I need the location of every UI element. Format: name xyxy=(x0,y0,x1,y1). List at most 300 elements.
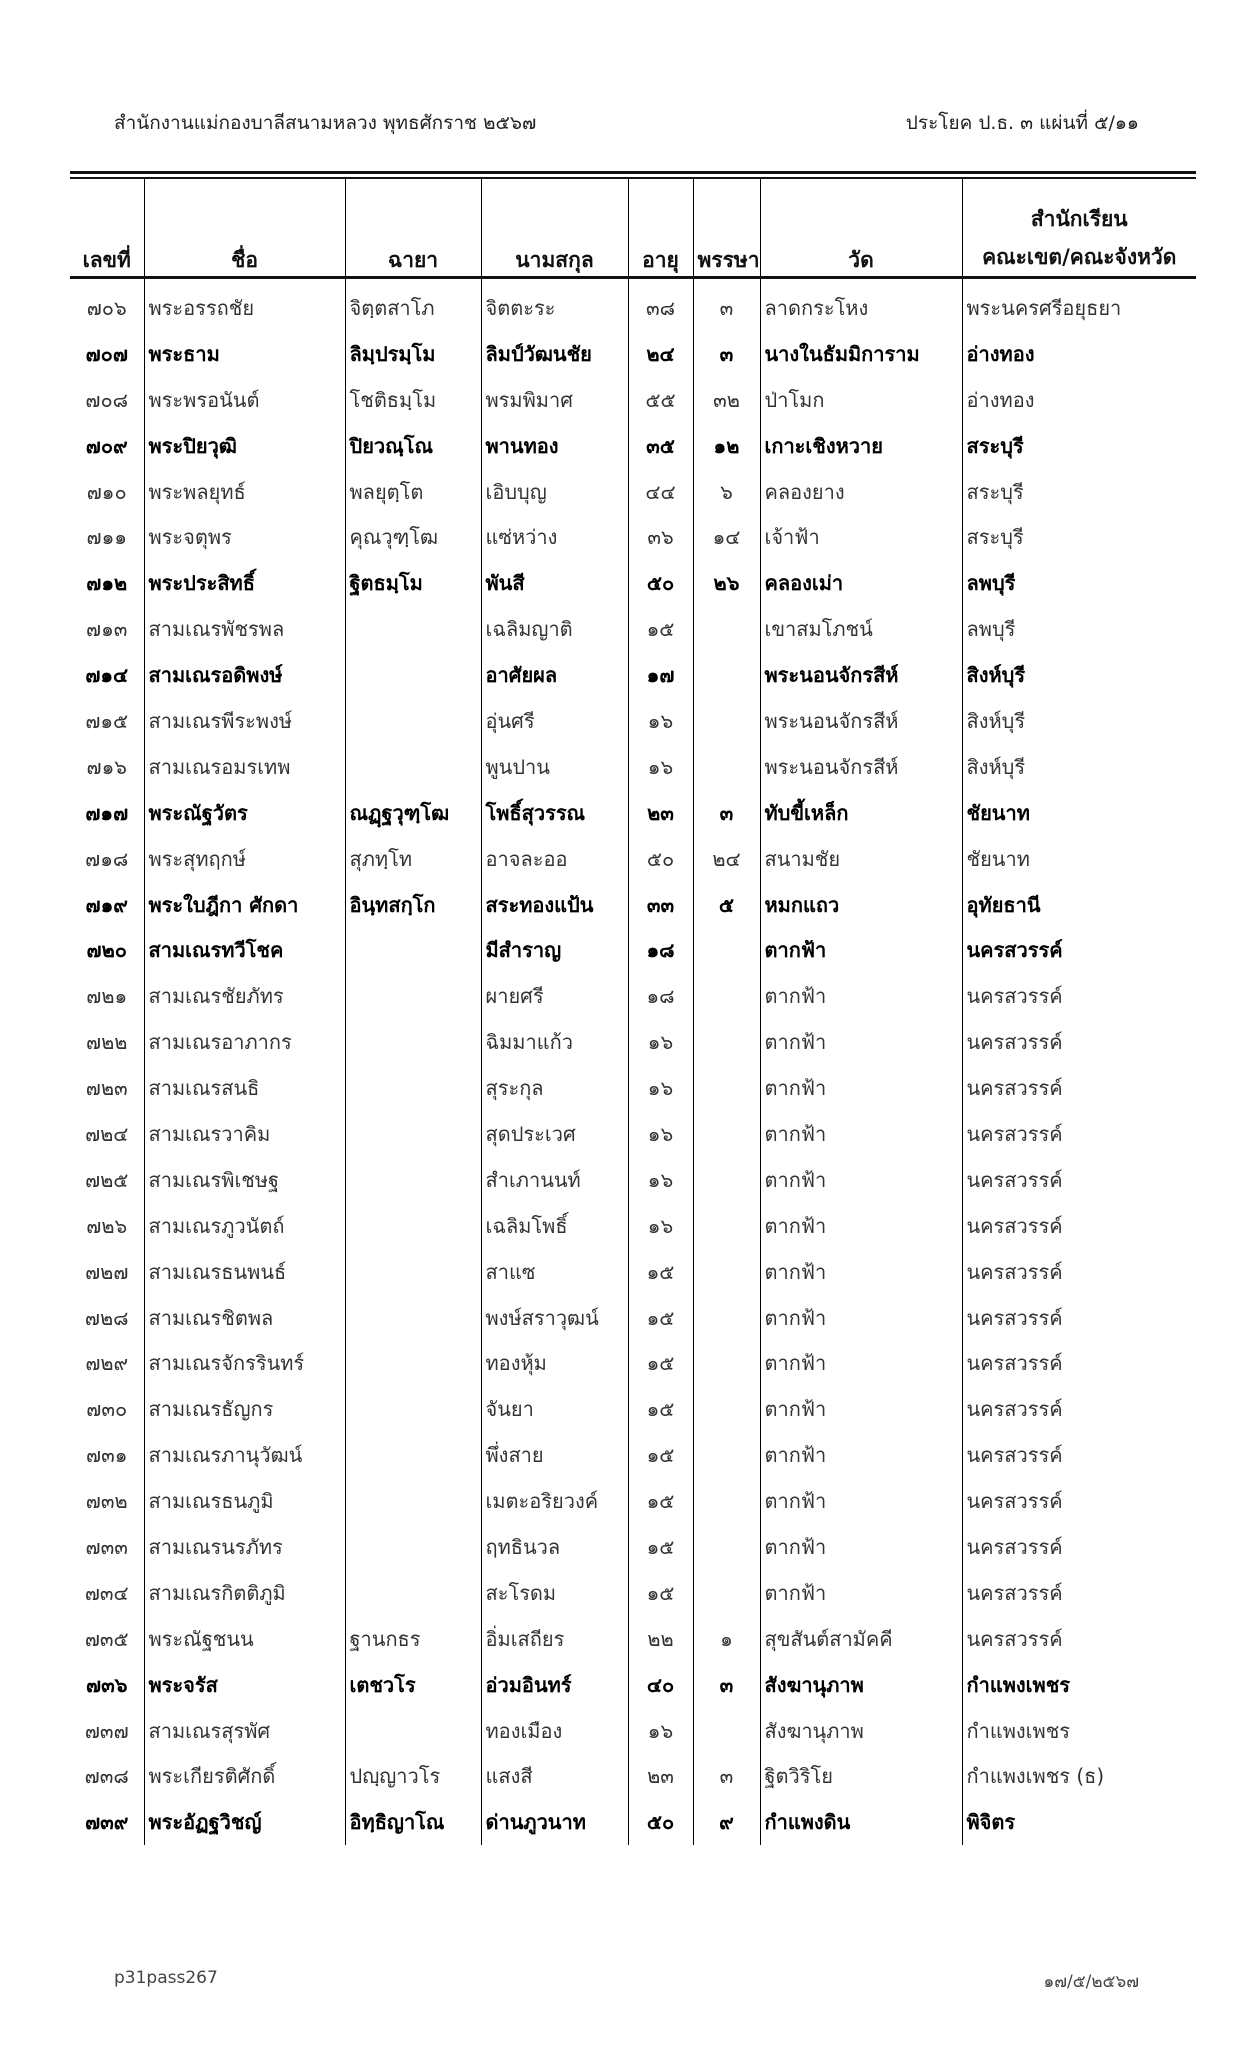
row-pansa xyxy=(693,744,760,790)
row-school: นครสวรรค์ xyxy=(962,1570,1196,1616)
row-no: ๗๓๕ xyxy=(84,1626,129,1651)
row-school: นครสวรรค์ xyxy=(962,927,1196,973)
row-name: พระอัฏฐวิชญ์ xyxy=(144,1799,345,1845)
row-age: ๓๖ xyxy=(628,514,693,560)
row-no: ๗๒๘ xyxy=(84,1305,129,1330)
row-wat: คลองยาง xyxy=(760,469,962,515)
row-no: ๗๒๖ xyxy=(86,1213,128,1238)
row-no: ๗๐๗ xyxy=(85,341,128,366)
row-wat: เขาสมโภชน์ xyxy=(760,606,962,652)
row-chaya: ฐิตธมฺโม xyxy=(345,560,481,606)
row-name: พระพลยุทธ์ xyxy=(144,469,345,515)
row-surname: ทองเมือง xyxy=(481,1708,628,1754)
row-age: ๑๕ xyxy=(628,1386,693,1432)
row-chaya xyxy=(345,1386,481,1432)
row-age: ๓๘ xyxy=(628,285,693,331)
row-age: ๑๕ xyxy=(628,1570,693,1616)
row-age: ๑๘ xyxy=(628,927,693,973)
table-row xyxy=(70,744,1196,790)
row-pansa: ๓ xyxy=(693,1662,760,1708)
col-header-age: อายุ xyxy=(628,179,693,285)
row-surname: ลิมป์วัฒนชัย xyxy=(481,331,628,377)
row-surname: พันสี xyxy=(481,560,628,606)
row-no: ๗๒๔ xyxy=(85,1121,129,1146)
row-wat: นางในธัมมิการาม xyxy=(760,331,962,377)
table-row xyxy=(70,1432,1196,1478)
row-surname: อ่วมอินทร์ xyxy=(481,1662,628,1708)
row-no: ๗๒๑ xyxy=(86,984,128,1009)
col-header-surname: นามสกุล xyxy=(481,179,628,285)
row-name: สามเณรอมรเทพ xyxy=(144,744,345,790)
row-chaya xyxy=(345,744,481,790)
row-surname: อิ่มเสถียร xyxy=(481,1616,628,1662)
row-school: อ่างทอง xyxy=(962,377,1196,423)
row-no: ๗๒๙ xyxy=(85,1351,129,1376)
row-chaya xyxy=(345,652,481,698)
row-age: ๕๐ xyxy=(628,1799,693,1845)
row-age: ๓๓ xyxy=(628,882,693,928)
row-name: สามเณรวาคิม xyxy=(144,1111,345,1157)
row-name: พระธาม xyxy=(144,331,345,377)
row-chaya xyxy=(345,1478,481,1524)
col-header-no: เลขที่ xyxy=(82,248,131,272)
row-surname: ด่านภูวนาท xyxy=(481,1799,628,1845)
row-wat: พระนอนจักรสีห์ xyxy=(760,744,962,790)
row-pansa xyxy=(693,652,760,698)
table-row xyxy=(70,469,1196,515)
row-wat: ฐิตวิริโย xyxy=(760,1754,962,1800)
row-name: สามเณรธนภูมิ xyxy=(144,1478,345,1524)
document-header-left: สำนักงานแม่กองบาลีสนามหลวง พุทธศักราช ๒๕๖๗ xyxy=(114,112,537,134)
row-no: ๗๑๔ xyxy=(85,663,129,688)
row-name: สามเณรจักรรินทร์ xyxy=(144,1340,345,1386)
row-surname: สำเภานนท์ xyxy=(481,1157,628,1203)
row-no: ๗๑๒ xyxy=(86,571,128,596)
row-chaya: สุภทฺโท xyxy=(345,836,481,882)
row-no: ๗๓๘ xyxy=(84,1764,129,1789)
row-surname: ฤทธินวล xyxy=(481,1524,628,1570)
row-pansa: ๙ xyxy=(693,1799,760,1845)
row-school: นครสวรรค์ xyxy=(962,1616,1196,1662)
row-no: ๗๐๖ xyxy=(86,295,127,320)
row-pansa: ๓๒ xyxy=(693,377,760,423)
row-name: สามเณรนรภัทร xyxy=(144,1524,345,1570)
row-pansa: ๓ xyxy=(693,790,760,836)
row-age: ๑๕ xyxy=(628,1478,693,1524)
row-name: พระพรอนันต์ xyxy=(144,377,345,423)
row-name: พระณัฐชนน xyxy=(144,1616,345,1662)
row-surname: พูนปาน xyxy=(481,744,628,790)
row-wat: ตากฟ้า xyxy=(760,927,962,973)
row-school: นครสวรรค์ xyxy=(962,973,1196,1019)
row-chaya xyxy=(345,973,481,1019)
row-age: ๕๐ xyxy=(628,836,693,882)
row-pansa xyxy=(693,1570,760,1616)
row-no: ๗๒๐ xyxy=(86,938,127,963)
row-age: ๑๕ xyxy=(628,1249,693,1295)
row-school: นครสวรรค์ xyxy=(962,1295,1196,1341)
row-pansa xyxy=(693,1249,760,1295)
row-wat: ตากฟ้า xyxy=(760,1065,962,1111)
row-no: ๗๐๙ xyxy=(85,433,128,458)
table-row xyxy=(70,790,1196,836)
row-wat: ตากฟ้า xyxy=(760,1386,962,1432)
footer-code: p31pass267 xyxy=(114,1968,218,1988)
row-wat: ตากฟ้า xyxy=(760,1019,962,1065)
col-header-name: ชื่อ xyxy=(144,179,345,285)
row-surname: พานทอง xyxy=(481,423,628,469)
row-wat: พระนอนจักรสีห์ xyxy=(760,698,962,744)
row-age: ๓๕ xyxy=(628,423,693,469)
row-school: สิงห์บุรี xyxy=(962,744,1196,790)
row-pansa xyxy=(693,1432,760,1478)
table-row xyxy=(70,331,1196,377)
table-row xyxy=(70,1157,1196,1203)
row-no: ๗๑๐ xyxy=(86,479,127,504)
row-name: สามเณรสนธิ xyxy=(144,1065,345,1111)
row-no: ๗๓๒ xyxy=(85,1489,128,1514)
row-no: ๗๑๖ xyxy=(86,754,127,779)
row-chaya xyxy=(345,1570,481,1616)
row-chaya: จิตฺตสาโภ xyxy=(345,285,481,331)
row-chaya: อิทฺธิญาโณ xyxy=(345,1799,481,1845)
table-row xyxy=(70,698,1196,744)
row-pansa: ๓ xyxy=(693,285,760,331)
row-school: นครสวรรค์ xyxy=(962,1249,1196,1295)
row-chaya xyxy=(345,1295,481,1341)
footer-date: ๑๗/๕/๒๕๖๗ xyxy=(1043,1972,1139,1992)
row-name: พระปิยวุฒิ xyxy=(144,423,345,469)
row-school: นครสวรรค์ xyxy=(962,1478,1196,1524)
row-pansa xyxy=(693,1478,760,1524)
col-header-wat: วัด xyxy=(760,179,962,285)
row-name: สามเณรพีระพงษ์ xyxy=(144,698,345,744)
row-age: ๕๕ xyxy=(628,377,693,423)
table-row xyxy=(70,1295,1196,1341)
row-surname: ผายศรี xyxy=(481,973,628,1019)
row-chaya xyxy=(345,1708,481,1754)
row-wat: สนามชัย xyxy=(760,836,962,882)
table-row xyxy=(70,1203,1196,1249)
row-wat: ตากฟ้า xyxy=(760,1478,962,1524)
row-school: พระนครศรีอยุธยา xyxy=(962,285,1196,331)
row-pansa xyxy=(693,1524,760,1570)
row-no: ๗๒๓ xyxy=(85,1076,128,1101)
row-pansa xyxy=(693,1295,760,1341)
table-row xyxy=(70,1065,1196,1111)
row-age: ๒๓ xyxy=(628,1754,693,1800)
row-pansa xyxy=(693,1203,760,1249)
row-pansa: ๒๔ xyxy=(693,836,760,882)
row-surname: แสงสี xyxy=(481,1754,628,1800)
row-pansa xyxy=(693,973,760,1019)
table-row xyxy=(70,1111,1196,1157)
row-chaya: ณฏฺฐวุฑฺโฒ xyxy=(345,790,481,836)
row-chaya: พลยุตฺโต xyxy=(345,469,481,515)
row-age: ๑๖ xyxy=(628,1203,693,1249)
row-chaya xyxy=(345,1065,481,1111)
row-school: นครสวรรค์ xyxy=(962,1019,1196,1065)
row-name: สามเณรธัญกร xyxy=(144,1386,345,1432)
table-header xyxy=(70,179,1196,285)
row-age: ๑๘ xyxy=(628,973,693,1019)
row-surname: จันยา xyxy=(481,1386,628,1432)
col-header-school xyxy=(962,179,1196,285)
row-school: นครสวรรค์ xyxy=(962,1157,1196,1203)
col-header-school-bottom: คณะเขต/คณะจังหวัด xyxy=(982,245,1177,270)
row-school: สิงห์บุรี xyxy=(962,652,1196,698)
row-wat: ตากฟ้า xyxy=(760,1570,962,1616)
row-no: ๗๒๒ xyxy=(86,1030,128,1055)
row-age: ๑๕ xyxy=(628,1295,693,1341)
row-name: พระจตุพร xyxy=(144,514,345,560)
row-no: ๗๓๑ xyxy=(86,1443,128,1468)
row-wat: เกาะเชิงหวาย xyxy=(760,423,962,469)
row-name: พระเกียรติศักดิ์ xyxy=(144,1754,345,1800)
row-surname: จิตตะระ xyxy=(481,285,628,331)
row-no: ๗๒๕ xyxy=(85,1167,129,1192)
row-chaya xyxy=(345,1019,481,1065)
row-pansa: ๖ xyxy=(693,469,760,515)
row-name: สามเณรพัชรพล xyxy=(144,606,345,652)
row-school: อุทัยธานี xyxy=(962,882,1196,928)
row-surname: สุดประเวศ xyxy=(481,1111,628,1157)
row-chaya: ลิมฺปรมฺโม xyxy=(345,331,481,377)
row-chaya: อินฺทสกฺโก xyxy=(345,882,481,928)
row-school: นครสวรรค์ xyxy=(962,1386,1196,1432)
row-no: ๗๐๘ xyxy=(85,387,129,412)
row-chaya xyxy=(345,1157,481,1203)
row-surname: อาศัยผล xyxy=(481,652,628,698)
row-pansa: ๑๒ xyxy=(693,423,760,469)
row-surname: สะโรดม xyxy=(481,1570,628,1616)
row-name: พระอรรถชัย xyxy=(144,285,345,331)
table-row xyxy=(70,1019,1196,1065)
row-no: ๗๑๙ xyxy=(85,892,128,917)
row-wat: ตากฟ้า xyxy=(760,1111,962,1157)
row-school: ชัยนาท xyxy=(962,790,1196,836)
row-age: ๑๗ xyxy=(628,652,693,698)
row-name: สามเณรกิตติภูมิ xyxy=(144,1570,345,1616)
row-surname: อาจละออ xyxy=(481,836,628,882)
row-name: สามเณรภูวนัตถ์ xyxy=(144,1203,345,1249)
row-wat: ตากฟ้า xyxy=(760,1524,962,1570)
row-name: สามเณรธนพนธ์ xyxy=(144,1249,345,1295)
row-chaya xyxy=(345,1111,481,1157)
table-row xyxy=(70,1249,1196,1295)
row-no: ๗๑๓ xyxy=(86,617,128,642)
row-age: ๑๕ xyxy=(628,1524,693,1570)
row-age: ๒๒ xyxy=(628,1616,693,1662)
row-pansa xyxy=(693,1111,760,1157)
top-rule-thick xyxy=(70,171,1196,174)
row-chaya: โชติธมฺโม xyxy=(345,377,481,423)
row-school: สระบุรี xyxy=(962,514,1196,560)
document-header-right: ประโยค ป.ธ. ๓ แผ่นที่ ๕/๑๑ xyxy=(905,112,1139,134)
row-surname: เอิบบุญ xyxy=(481,469,628,515)
row-wat: ลาดกระโหง xyxy=(760,285,962,331)
col-header-chaya: ฉายา xyxy=(345,179,481,285)
row-surname: พงษ์สราวุฒน์ xyxy=(481,1295,628,1341)
col-header-pansa: พรรษา xyxy=(693,179,760,285)
row-school: นครสวรรค์ xyxy=(962,1111,1196,1157)
row-wat: ตากฟ้า xyxy=(760,1157,962,1203)
row-school: นครสวรรค์ xyxy=(962,1524,1196,1570)
table-row xyxy=(70,514,1196,560)
row-wat: กำแพงดิน xyxy=(760,1799,962,1845)
row-pansa: ๑๔ xyxy=(693,514,760,560)
row-name: สามเณรสุรพัศ xyxy=(144,1708,345,1754)
table-row xyxy=(70,1386,1196,1432)
row-surname: มีสำราญ xyxy=(481,927,628,973)
row-pansa xyxy=(693,1708,760,1754)
row-surname: สระทองแป้น xyxy=(481,882,628,928)
row-name: สามเณรอดิพงษ์ xyxy=(144,652,345,698)
row-school: ลพบุรี xyxy=(962,606,1196,652)
row-name: พระประสิทธิ์ xyxy=(144,560,345,606)
row-school: กำแพงเพชร (ธ) xyxy=(962,1754,1196,1800)
table-row xyxy=(70,423,1196,469)
table-row xyxy=(70,973,1196,1019)
row-school: ชัยนาท xyxy=(962,836,1196,882)
row-surname: เฉลิมญาติ xyxy=(481,606,628,652)
row-no: ๗๓๐ xyxy=(86,1397,128,1422)
row-name: สามเณรชัยภัทร xyxy=(144,973,345,1019)
table-row xyxy=(70,1799,1196,1845)
row-age: ๑๕ xyxy=(628,1340,693,1386)
row-name: สามเณรพิเชษฐ xyxy=(144,1157,345,1203)
row-surname: เฉลิมโพธิ์ xyxy=(481,1203,628,1249)
row-no: ๗๓๙ xyxy=(85,1810,129,1835)
row-wat: ทับขี้เหล็ก xyxy=(760,790,962,836)
row-chaya xyxy=(345,606,481,652)
row-name: สามเณรชิตพล xyxy=(144,1295,345,1341)
row-school: ลพบุรี xyxy=(962,560,1196,606)
row-chaya xyxy=(345,1432,481,1478)
results-table xyxy=(70,179,1196,1845)
table-row xyxy=(70,1662,1196,1708)
row-pansa xyxy=(693,606,760,652)
row-age: ๑๕ xyxy=(628,1432,693,1478)
row-pansa: ๓ xyxy=(693,1754,760,1800)
row-name: สามเณรทวีโชค xyxy=(144,927,345,973)
row-age: ๔๔ xyxy=(628,469,693,515)
row-age: ๒๓ xyxy=(628,790,693,836)
row-age: ๑๖ xyxy=(628,1111,693,1157)
row-surname: โพธิ์สุวรรณ xyxy=(481,790,628,836)
row-wat: พระนอนจักรสีห์ xyxy=(760,652,962,698)
table-row xyxy=(70,927,1196,973)
row-wat: ตากฟ้า xyxy=(760,1203,962,1249)
row-pansa xyxy=(693,698,760,744)
row-pansa xyxy=(693,927,760,973)
row-pansa xyxy=(693,1157,760,1203)
table-row xyxy=(70,1524,1196,1570)
row-chaya xyxy=(345,698,481,744)
row-age: ๑๖ xyxy=(628,1065,693,1111)
row-pansa: ๑ xyxy=(693,1616,760,1662)
header-rule xyxy=(70,276,1196,279)
row-chaya xyxy=(345,1524,481,1570)
row-surname: แซ่หว่าง xyxy=(481,514,628,560)
row-pansa: ๕ xyxy=(693,882,760,928)
row-school: อ่างทอง xyxy=(962,331,1196,377)
table-body xyxy=(70,285,1196,1845)
row-wat: ตากฟ้า xyxy=(760,1249,962,1295)
row-wat: คลองเม่า xyxy=(760,560,962,606)
table-row xyxy=(70,1708,1196,1754)
table-row xyxy=(70,1478,1196,1524)
row-name: สามเณรภานุวัฒน์ xyxy=(144,1432,345,1478)
row-no: ๗๑๗ xyxy=(85,800,129,825)
row-pansa: ๓ xyxy=(693,331,760,377)
row-pansa: ๒๖ xyxy=(693,560,760,606)
row-age: ๑๖ xyxy=(628,744,693,790)
row-surname: เมตะอริยวงค์ xyxy=(481,1478,628,1524)
row-wat: หมกแถว xyxy=(760,882,962,928)
row-age: ๑๖ xyxy=(628,1019,693,1065)
row-wat: เจ้าฟ้า xyxy=(760,514,962,560)
row-no: ๗๑๑ xyxy=(86,525,127,550)
row-school: กำแพงเพชร xyxy=(962,1662,1196,1708)
row-school: สระบุรี xyxy=(962,423,1196,469)
row-age: ๔๐ xyxy=(628,1662,693,1708)
row-chaya: ปญฺญาวโร xyxy=(345,1754,481,1800)
row-pansa xyxy=(693,1386,760,1432)
row-name: พระณัฐวัตร xyxy=(144,790,345,836)
row-surname: พรมพิมาศ xyxy=(481,377,628,423)
row-wat: ตากฟ้า xyxy=(760,1340,962,1386)
row-age: ๕๐ xyxy=(628,560,693,606)
row-no: ๗๓๗ xyxy=(84,1718,129,1743)
table-row xyxy=(70,836,1196,882)
row-surname: พึ่งสาย xyxy=(481,1432,628,1478)
row-age: ๑๖ xyxy=(628,698,693,744)
row-surname: อุ่นศรี xyxy=(481,698,628,744)
table-row xyxy=(70,560,1196,606)
row-name: พระสุทฤกษ์ xyxy=(144,836,345,882)
table-row xyxy=(70,606,1196,652)
row-school: นครสวรรค์ xyxy=(962,1065,1196,1111)
table-row xyxy=(70,377,1196,423)
row-no: ๗๑๘ xyxy=(85,846,129,871)
row-pansa xyxy=(693,1065,760,1111)
table-row xyxy=(70,1754,1196,1800)
row-school: สิงห์บุรี xyxy=(962,698,1196,744)
row-school: นครสวรรค์ xyxy=(962,1432,1196,1478)
row-chaya xyxy=(345,1340,481,1386)
row-age: ๑๖ xyxy=(628,1708,693,1754)
row-no: ๗๓๔ xyxy=(84,1580,129,1605)
row-surname: ฉิมมาแก้ว xyxy=(481,1019,628,1065)
row-no: ๗๒๗ xyxy=(85,1259,129,1284)
row-chaya xyxy=(345,1203,481,1249)
row-wat: ตากฟ้า xyxy=(760,1295,962,1341)
row-wat: สังฆานุภาพ xyxy=(760,1662,962,1708)
row-chaya xyxy=(345,1249,481,1295)
row-surname: สุระกุล xyxy=(481,1065,628,1111)
row-wat: สุขสันต์สามัคคี xyxy=(760,1616,962,1662)
row-no: ๗๑๕ xyxy=(85,708,129,733)
row-chaya: ฐานกธร xyxy=(345,1616,481,1662)
row-pansa xyxy=(693,1340,760,1386)
row-school: กำแพงเพชร xyxy=(962,1708,1196,1754)
table-row xyxy=(70,1570,1196,1616)
row-name: พระใบฎีกา ศักดา xyxy=(144,882,345,928)
row-no: ๗๓๖ xyxy=(86,1672,128,1697)
row-chaya: คุณวุฑฺโฒ xyxy=(345,514,481,560)
row-age: ๑๖ xyxy=(628,1157,693,1203)
